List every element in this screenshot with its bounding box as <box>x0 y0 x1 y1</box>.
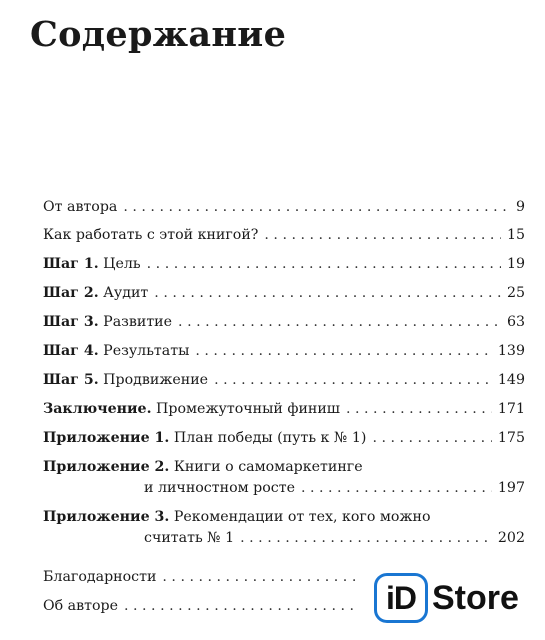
toc-leader-dots <box>214 370 492 391</box>
toc-leader-dots <box>178 312 501 333</box>
toc-entry-step-3[interactable] <box>43 312 525 333</box>
toc-entry-label: Заключение. <box>43 401 152 417</box>
toc-entry-text: От автора <box>43 199 118 215</box>
toc-page-number: 63 <box>506 314 525 330</box>
toc-entry-label: Приложение 2. <box>43 459 170 475</box>
toc-leader-dots <box>154 283 501 304</box>
toc-page-number: 9 <box>515 199 525 215</box>
toc-leader-dots <box>195 341 492 362</box>
logo-text: Store <box>432 578 519 617</box>
toc-entry-label: Шаг 4. <box>43 343 99 359</box>
toc-page-number: 149 <box>497 372 525 388</box>
toc-leader-dots <box>162 567 357 588</box>
toc-entry-label: Шаг 3. <box>43 314 99 330</box>
toc-entry-text: Продвижение <box>98 372 209 388</box>
toc-entry-text: План победы (путь к № 1) <box>169 430 367 446</box>
toc-page-number: 25 <box>506 285 525 301</box>
toc-entry-how-to-use[interactable] <box>43 225 525 246</box>
toc-entry-step-2[interactable] <box>43 283 525 304</box>
toc-leader-dots <box>124 596 357 617</box>
toc-entry-label: Шаг 1. <box>43 256 99 272</box>
toc-entry-step-1[interactable] <box>43 254 525 275</box>
toc-leader-dots <box>372 428 491 449</box>
toc-entry-text: Благодарности <box>43 569 157 585</box>
toc-leader-dots <box>240 528 492 549</box>
logo-mark-icon: iD <box>374 573 428 623</box>
toc-page-number: 197 <box>497 480 525 496</box>
toc-entry-text-continued: считать № 1 <box>144 530 235 546</box>
toc-page-number: 202 <box>497 530 525 546</box>
toc-entry-appendix-2[interactable] <box>43 457 525 499</box>
toc-entry-acknowledgements[interactable] <box>43 567 363 588</box>
toc-leader-dots <box>147 254 501 275</box>
toc-page-number: 15 <box>506 227 525 243</box>
toc-entry-text: Развитие <box>98 314 173 330</box>
toc-page-number: 19 <box>506 256 525 272</box>
idstore-watermark-logo <box>374 573 519 623</box>
toc-entry-about-author[interactable] <box>43 596 363 617</box>
toc-leader-dots <box>264 225 501 246</box>
toc-entry-step-4[interactable] <box>43 341 525 362</box>
toc-leader-dots <box>123 197 510 218</box>
toc-entry-text: Как работать с этой книгой? <box>43 227 259 243</box>
toc-entry-text: Цель <box>98 256 141 272</box>
toc-leader-dots <box>346 399 492 420</box>
toc-page-number: 139 <box>497 343 525 359</box>
toc-entry-step-5[interactable] <box>43 370 525 391</box>
toc-page-number: 171 <box>497 401 525 417</box>
toc-entry-label: Шаг 2. <box>43 285 99 301</box>
toc-entry-from-author[interactable] <box>43 197 525 218</box>
toc-page-number: 175 <box>497 430 525 446</box>
toc-entry-label: Приложение 1. <box>43 430 170 446</box>
toc-entry-appendix-1[interactable] <box>43 428 525 449</box>
toc-entry-text: Результаты <box>98 343 190 359</box>
toc-leader-dots <box>301 478 492 499</box>
toc-entry-label: Шаг 5. <box>43 372 99 388</box>
page-title: Содержание <box>30 14 287 55</box>
toc-entry-text: Об авторе <box>43 598 118 614</box>
toc-entry-appendix-3[interactable] <box>43 507 525 549</box>
toc-entry-conclusion[interactable] <box>43 399 525 420</box>
toc-entry-label: Приложение 3. <box>43 509 170 525</box>
toc-entry-text: Рекомендации от тех, кого можно <box>169 509 431 525</box>
toc-entry-text: Промежуточный финиш <box>151 401 340 417</box>
toc-entry-text: Книги о самомаркетинге <box>169 459 363 475</box>
toc-entry-text: Аудит <box>98 285 149 301</box>
toc-entry-text-continued: и личностном росте <box>144 480 295 496</box>
